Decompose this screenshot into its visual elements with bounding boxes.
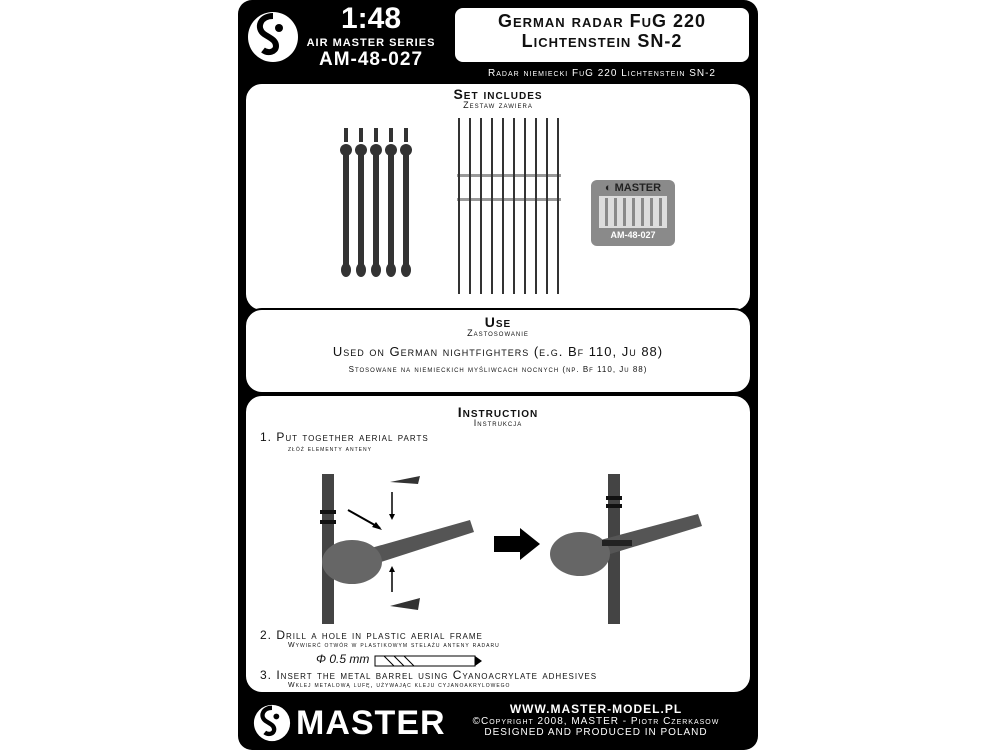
title-line2: Lichtenstein SN-2	[521, 31, 683, 51]
pe-brand: MASTER	[614, 182, 662, 194]
set-title: Set includes	[453, 86, 543, 102]
photo-etch-fret	[591, 180, 675, 246]
use-title: Use	[484, 314, 512, 330]
instruction-panel	[244, 394, 752, 694]
title-box	[453, 6, 751, 64]
set-title-pl: Zestaw zawiera	[463, 100, 533, 110]
drill-bit-icon	[374, 654, 484, 668]
footer-made: DESIGNED AND PRODUCED IN POLAND	[484, 727, 708, 738]
footer	[246, 700, 750, 746]
step1-text-pl: złóż elementy anteny	[288, 446, 372, 453]
pe-parts-grid	[599, 196, 667, 228]
step3-text: 3. Insert the metal barrel using Cyanoacrylate adhesives	[260, 668, 598, 682]
step2-text-pl: Wywierć otwór w plastikowym stelażu anteny radaru	[288, 642, 500, 649]
assembly-diagram-icon	[310, 470, 710, 630]
use-panel	[244, 308, 752, 394]
series-label: AIR MASTER SERIES	[306, 37, 436, 49]
barrel-parts-icon	[338, 128, 418, 280]
drill-size: Φ 0.5 mm	[316, 652, 370, 666]
footer-brand: MASTER	[296, 704, 446, 742]
instruction-sheet	[238, 0, 758, 750]
instruction-title: Instruction	[457, 404, 539, 420]
title-line1: German radar FuG 220	[497, 11, 707, 31]
use-text: Used on German nightfighters (e.g. Bf 110, Ju 88)	[332, 344, 664, 359]
scale-label: 1:48	[340, 2, 402, 35]
product-code: AM-48-027	[318, 49, 424, 70]
footer-url: WWW.MASTER-MODEL.PL	[509, 702, 683, 716]
footer-copyright: ©Copyright 2008, MASTER - Piotr Czerkasow	[472, 716, 720, 727]
set-includes-panel	[244, 82, 752, 312]
aerial-rods-icon	[454, 118, 564, 294]
use-text-pl: Stosowane na niemieckich myśliwcach nocnych (np. Bf 110, Ju 88)	[348, 365, 648, 374]
footer-logo-icon	[252, 702, 292, 749]
step1-text: 1. Put together aerial parts	[260, 430, 429, 444]
step2-text: 2. Drill a hole in plastic aerial frame	[260, 628, 483, 642]
step3-text-pl: Wklej metalową lufę, używając kleju cyjanoakrylowego	[288, 682, 511, 689]
title-subtitle: Radar niemiecki FuG 220 Lichtenstein SN-2	[488, 68, 716, 79]
master-logo-icon	[246, 8, 300, 66]
instruction-title-pl: Instrukcja	[473, 418, 523, 428]
pe-code: AM-48-027	[610, 230, 656, 240]
use-title-pl: Zastosowanie	[467, 328, 529, 338]
master-small-icon: ◐	[604, 182, 612, 194]
